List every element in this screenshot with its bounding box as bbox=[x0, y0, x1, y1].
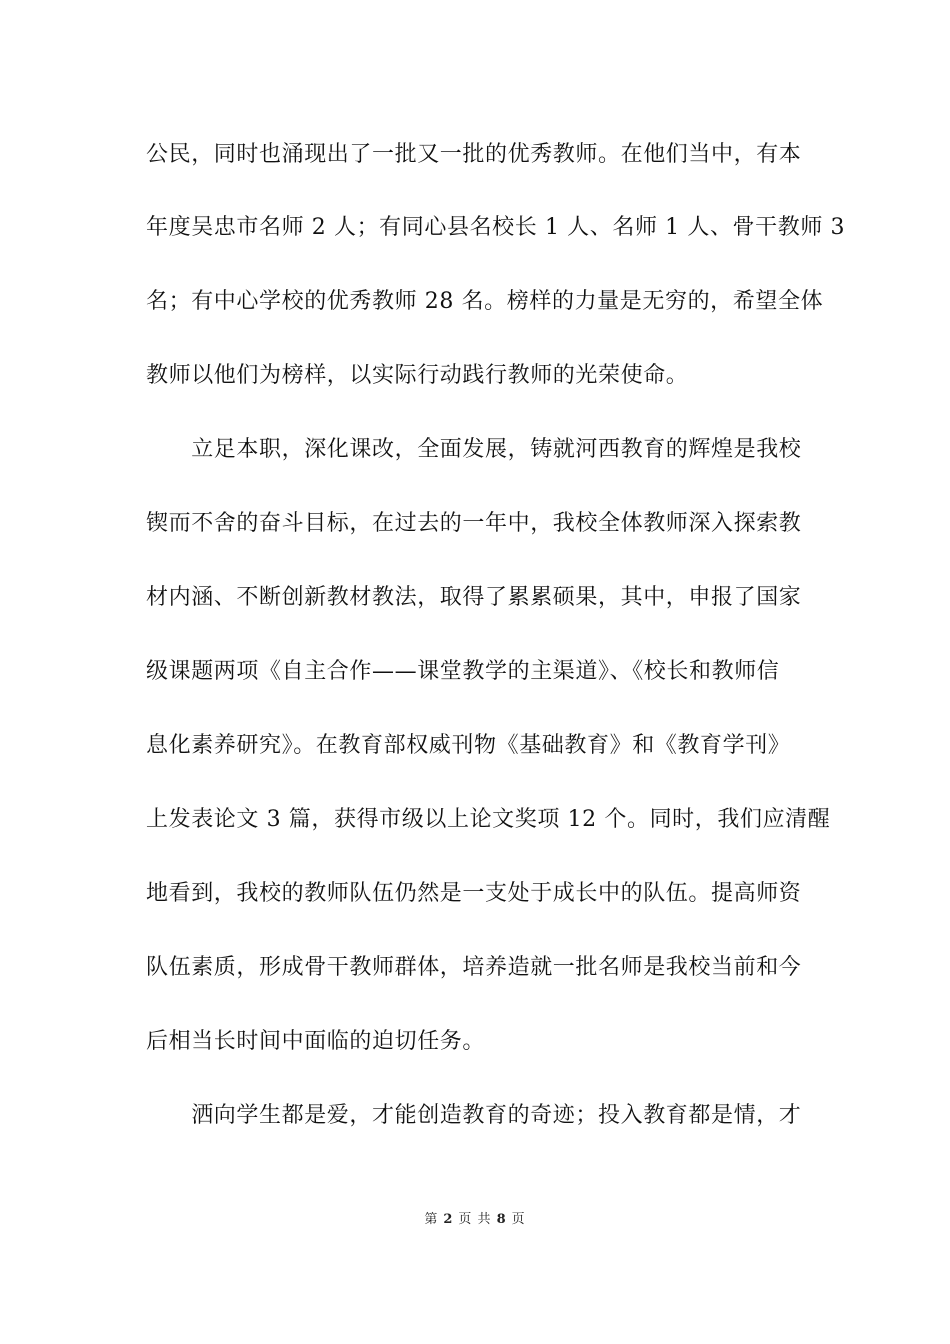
text-line: 队伍素质，形成骨干教师群体，培养造就一批名师是我校当前和今 bbox=[146, 955, 802, 980]
text-line: 锲而不舍的奋斗目标，在过去的一年中，我校全体教师深入探索教 bbox=[146, 511, 802, 536]
text-line: 名；有中心学校的优秀教师 28 名。榜样的力量是无穷的，希望全体 bbox=[146, 289, 824, 314]
text-line: 级课题两项《自主合作——课堂教学的主渠道》、《校长和教师信 bbox=[146, 659, 780, 684]
text-line: 立足本职，深化课改，全面发展，铸就河西教育的辉煌是我校 bbox=[146, 437, 802, 462]
footer-suffix: 页 bbox=[511, 1212, 526, 1227]
footer-total-pages: 8 bbox=[496, 1212, 507, 1227]
footer-page-number: 2 bbox=[443, 1212, 454, 1227]
footer-prefix: 第 bbox=[424, 1212, 439, 1227]
text-line: 息化素养研究》。在教育部权威刊物《基础教育》和《教育学刊》 bbox=[146, 733, 791, 758]
text-line: 材内涵、不断创新教材教法，取得了累累硕果，其中，申报了国家 bbox=[146, 585, 802, 610]
text-line: 教师以他们为榜样，以实际行动践行教师的光荣使命。 bbox=[146, 363, 689, 388]
text-line: 上发表论文 3 篇，获得市级以上论文奖项 12 个。同时，我们应清醒 bbox=[146, 807, 831, 832]
page-footer bbox=[0, 1208, 950, 1227]
text-line: 后相当长时间中面临的迫切任务。 bbox=[146, 1029, 486, 1054]
text-line: 公民，同时也涌现出了一批又一批的优秀教师。在他们当中，有本 bbox=[146, 142, 802, 167]
text-line: 洒向学生都是爱，才能创造教育的奇迹；投入教育都是情，才 bbox=[146, 1103, 802, 1128]
text-line: 地看到，我校的教师队伍仍然是一支处于成长中的队伍。提高师资 bbox=[146, 881, 802, 906]
footer-middle: 页 共 bbox=[458, 1212, 492, 1227]
text-line: 年度吴忠市名师 2 人；有同心县名校长 1 人、名师 1 人、骨干教师 3 bbox=[146, 215, 846, 240]
